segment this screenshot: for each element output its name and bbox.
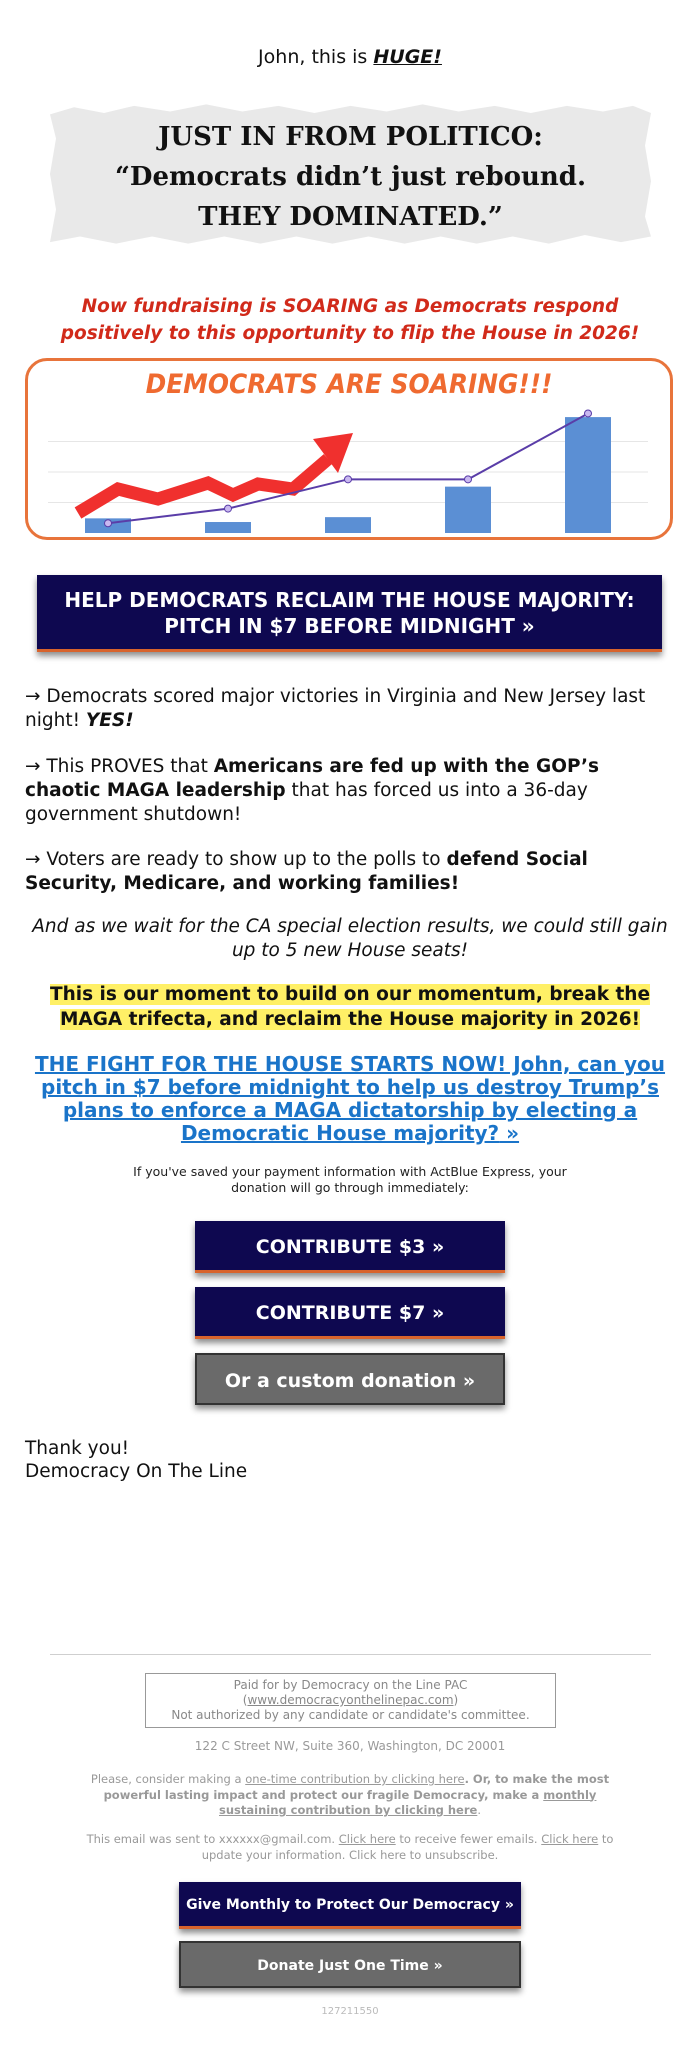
para3-pre: → Voters are ready to show up to the polls to bbox=[25, 849, 447, 870]
fundraising-text: Now fundraising is SOARING as Democrats respond positively to this opportunity to flip the House in 2026! bbox=[60, 296, 640, 344]
fight-link-suffix[interactable]: » bbox=[499, 1121, 520, 1145]
contribute-3-button[interactable]: CONTRIBUTE $3 » bbox=[195, 1221, 505, 1273]
signature: Democracy On The Line bbox=[25, 1461, 248, 1482]
email-sent-note bbox=[70, 1832, 630, 1863]
sent-pre: This email was sent to xxxxxx@gmail.com. bbox=[86, 1832, 339, 1846]
para1-emphasis: YES! bbox=[85, 710, 134, 731]
signoff bbox=[25, 1437, 247, 1483]
chart-bar-2 bbox=[205, 522, 251, 533]
sent-mid: to receive fewer emails. bbox=[395, 1832, 542, 1846]
greeting-text: John, this is bbox=[258, 46, 374, 68]
email-id: 127211550 bbox=[321, 2006, 379, 2017]
chart-line-point-4 bbox=[465, 476, 472, 483]
paid-for-link-line: (www.democracyonthelinepac.com) bbox=[242, 1693, 459, 1707]
pitch-in-button[interactable]: HELP DEMOCRATS RECLAIM THE HOUSE MAJORITY: PITCH IN $7 BEFORE MIDNIGHT » bbox=[37, 575, 662, 652]
soaring-chart[interactable] bbox=[25, 358, 673, 540]
politico-line-3: THEY DOMINATED.” bbox=[198, 202, 503, 232]
para2-pre: → This PROVES that bbox=[25, 756, 214, 777]
fight-for-house-link[interactable] bbox=[25, 1053, 675, 1145]
highlight-moment bbox=[25, 982, 675, 1032]
paid-for-line: Paid for by Democracy on the Line PAC bbox=[233, 1678, 468, 1692]
please-mid: . Or, to make the most powerful lasting impact and protect our fragile Democracy, make a bbox=[103, 1772, 610, 1802]
paid-for-box bbox=[145, 1673, 556, 1728]
greeting bbox=[0, 46, 700, 68]
chart-canvas bbox=[28, 361, 670, 537]
fight-link-text[interactable]: THE FIGHT FOR THE HOUSE STARTS NOW! John, can you pitch in $7 before midnight to help us destroy Trump’s plans to enforce a MAGA dictatorship by electing a Democratic House majority? bbox=[34, 1052, 666, 1145]
paragraph-victories bbox=[25, 685, 675, 733]
para3-bold: defend Social Security, Medicare, and working families! bbox=[25, 849, 588, 894]
please-pre: Please, consider making a bbox=[90, 1772, 246, 1786]
actblue-note: If you've saved your payment information with ActBlue Express, your donation will go through immediately: bbox=[133, 1164, 567, 1195]
pac-website-link[interactable]: www.democracyonthelinepac.com bbox=[247, 1693, 454, 1707]
chart-arrow-shaft bbox=[78, 459, 328, 513]
chart-bar-4 bbox=[445, 487, 491, 533]
please-end: . bbox=[477, 1803, 481, 1817]
contribute-7-button[interactable]: CONTRIBUTE $7 » bbox=[195, 1287, 505, 1339]
greeting-emphasis: HUGE! bbox=[373, 46, 442, 68]
chart-bar-5 bbox=[565, 417, 611, 533]
update-info-link[interactable]: Click here bbox=[541, 1832, 599, 1846]
chart-line-point-5 bbox=[585, 410, 592, 417]
donate-one-time-button[interactable]: Donate Just One Time » bbox=[179, 1941, 521, 1988]
chart-title: DEMOCRATS ARE SOARING!!! bbox=[145, 369, 553, 400]
chart-bar-3 bbox=[325, 517, 371, 533]
para1-text: → Democrats scored major victories in Virginia and New Jersey last night! bbox=[25, 686, 646, 731]
footer-divider bbox=[50, 1654, 651, 1655]
politico-quote bbox=[50, 117, 651, 237]
paragraph-ca-election: And as we wait for the CA special election results, we could still gain up to 5 new House seats! bbox=[32, 916, 668, 961]
para2-bold: Americans are fed up with the GOP’s chaotic MAGA leadership bbox=[25, 756, 600, 801]
chart-line-point-3 bbox=[345, 476, 352, 483]
paragraph-proves bbox=[25, 755, 675, 827]
custom-donation-button[interactable]: Or a custom donation » bbox=[195, 1353, 505, 1405]
monthly-contribution-link[interactable]: monthly sustaining contribution by clicking here bbox=[219, 1787, 597, 1817]
please-consider bbox=[70, 1772, 630, 1819]
highlight-text: This is our moment to build on our momentum, break the MAGA trifecta, and reclaim the House majority in 2026! bbox=[49, 984, 651, 1030]
paragraph-voters bbox=[25, 848, 675, 896]
thank-you: Thank you! bbox=[25, 1438, 130, 1459]
not-authorized-line: Not authorized by any candidate or candidate's committee. bbox=[171, 1708, 530, 1722]
para2-post: that has forced us into a 36-day government shutdown! bbox=[25, 780, 588, 825]
sent-end: to update your information. Click here to unsubscribe. bbox=[201, 1832, 614, 1862]
chart-line-point-1 bbox=[105, 520, 112, 527]
politico-line-1: JUST IN FROM POLITICO: bbox=[158, 122, 543, 152]
chart-line-series bbox=[108, 413, 588, 523]
politico-line-2: “Democrats didn’t just rebound. bbox=[114, 162, 587, 192]
mailing-address: 122 C Street NW, Suite 360, Washington, DC 20001 bbox=[194, 1739, 506, 1753]
one-time-contribution-link[interactable]: one-time contribution by clicking here bbox=[245, 1772, 465, 1786]
fewer-emails-link[interactable]: Click here bbox=[338, 1832, 396, 1846]
chart-line-point-2 bbox=[225, 505, 232, 512]
give-monthly-button[interactable]: Give Monthly to Protect Our Democracy » bbox=[179, 1882, 521, 1929]
